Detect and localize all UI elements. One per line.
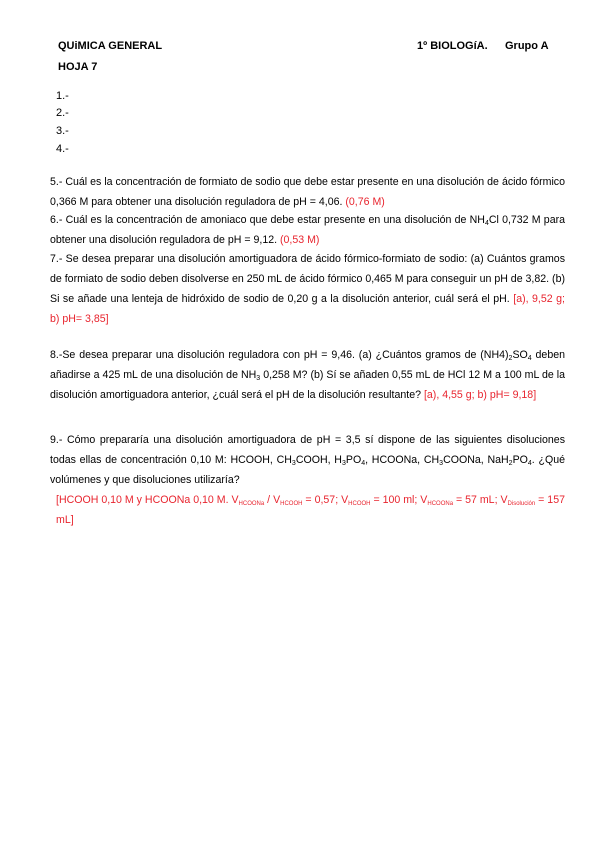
degree-label: 1º BIOLOGíA. xyxy=(417,40,488,52)
subscript: HCOOH xyxy=(280,501,303,507)
question-8 xyxy=(50,345,565,405)
question-9-text: COONa, NaH xyxy=(443,454,509,466)
group-label: Grupo A xyxy=(505,40,549,52)
question-6-text: 6.- Cuál es la concentración de amoniaco que debe estar presente en una disolución de NH xyxy=(50,214,485,226)
answer-text: / V xyxy=(264,494,281,506)
subscript: 4 xyxy=(527,460,532,467)
subscript: Disolución xyxy=(507,501,536,507)
question-8-text: deben añadirse a 425 mL de una disolución de NH xyxy=(50,349,565,381)
subscript: 3 xyxy=(341,460,346,467)
question-6-text: Cl 0,732 M para obtener una disolución reguladora de pH = 9,12. xyxy=(50,214,566,246)
question-8-text: 8.-Se desea preparar una disolución reguladora con pH = 9,46. (a) ¿Cuántos gramos de (NH4) xyxy=(50,349,509,361)
list-item: 4.- xyxy=(56,143,69,155)
sheet-number: HOJA 7 xyxy=(58,61,98,73)
answer-text: = 100 ml; V xyxy=(370,494,428,506)
question-9 xyxy=(50,430,565,490)
answer-text: = 157 mL] xyxy=(56,494,565,526)
question-9-text: , HCOONa, CH xyxy=(365,454,440,466)
subscript: 4 xyxy=(484,220,489,227)
question-9-text: 9.- Cómo prepararía una disolución amortiguadora de pH = 3,5 sí dispone de las siguientes disoluciones todas ellas de concentración 0,10 M: HCOOH, CH xyxy=(50,434,565,466)
answer-text: = 57 mL; V xyxy=(453,494,508,506)
question-7-text: 7.- Se desea preparar una disolución amortiguadora de ácido fórmico-formiato de sodio: (a) Cuántos gramos de formiato de sodio deben disolverse en 250 mL de ácido fórmico 0,465 M para conseguir un pH de 3,82. (b) Si se añade una lenteja de hidróxido de sodio de 0,20 g a la disolución anterior, cuál será el pH. xyxy=(50,253,565,305)
question-9-text: PO xyxy=(345,454,362,466)
subscript: 2 xyxy=(508,460,513,467)
question-9-text: PO xyxy=(512,454,528,466)
question-8-text: SO xyxy=(512,349,528,361)
question-8-text: 0,258 M? (b) Sí se añaden 0,55 mL de HCl 12 M a 100 mL de la disolución amortiguadora anterior, ¿cuál será el pH de la disolución resultante? xyxy=(50,369,565,401)
subscript: HCOONa xyxy=(238,501,265,507)
question-7 xyxy=(50,249,565,329)
subscript: 3 xyxy=(439,460,444,467)
subscript: 4 xyxy=(361,460,366,467)
subscript: HCOOH xyxy=(348,501,371,507)
question-9-text: COOH, H xyxy=(295,454,342,466)
list-item: 3.- xyxy=(56,125,69,137)
subscript: HCOONa xyxy=(427,501,454,507)
answer-text: [HCOOH 0,10 M y HCOONa 0,10 M. V xyxy=(56,494,239,506)
answer-text: = 0,57; V xyxy=(302,494,349,506)
question-5-text: 5.- Cuál es la concentración de formiato de sodio que debe estar presente en una disolución de ácido fórmico 0,366 M para obtener una disolución reguladora de pH = 4,06. xyxy=(50,176,565,208)
question-9-answer xyxy=(56,490,565,530)
question-7-answer: [a), 9,52 g; b) pH= 3,85] xyxy=(50,293,565,325)
subscript: 4 xyxy=(527,355,532,362)
subscript: 3 xyxy=(256,375,261,382)
question-5 xyxy=(50,172,565,212)
question-9-text: . ¿Qué volúmenes y que disoluciones utilizaría? xyxy=(50,454,565,486)
subscript: 3 xyxy=(291,460,296,467)
question-8-answer: [a), 4,55 g; b) pH= 9,18] xyxy=(423,389,537,401)
list-item: 2.- xyxy=(56,107,69,119)
question-6 xyxy=(50,210,565,250)
list-item: 1.- xyxy=(56,90,69,102)
subscript: 2 xyxy=(508,355,513,362)
question-6-answer: (0,53 M) xyxy=(280,234,320,246)
question-5-answer: (0,76 M) xyxy=(345,196,385,208)
course-title: QUiMICA GENERAL xyxy=(58,40,163,52)
